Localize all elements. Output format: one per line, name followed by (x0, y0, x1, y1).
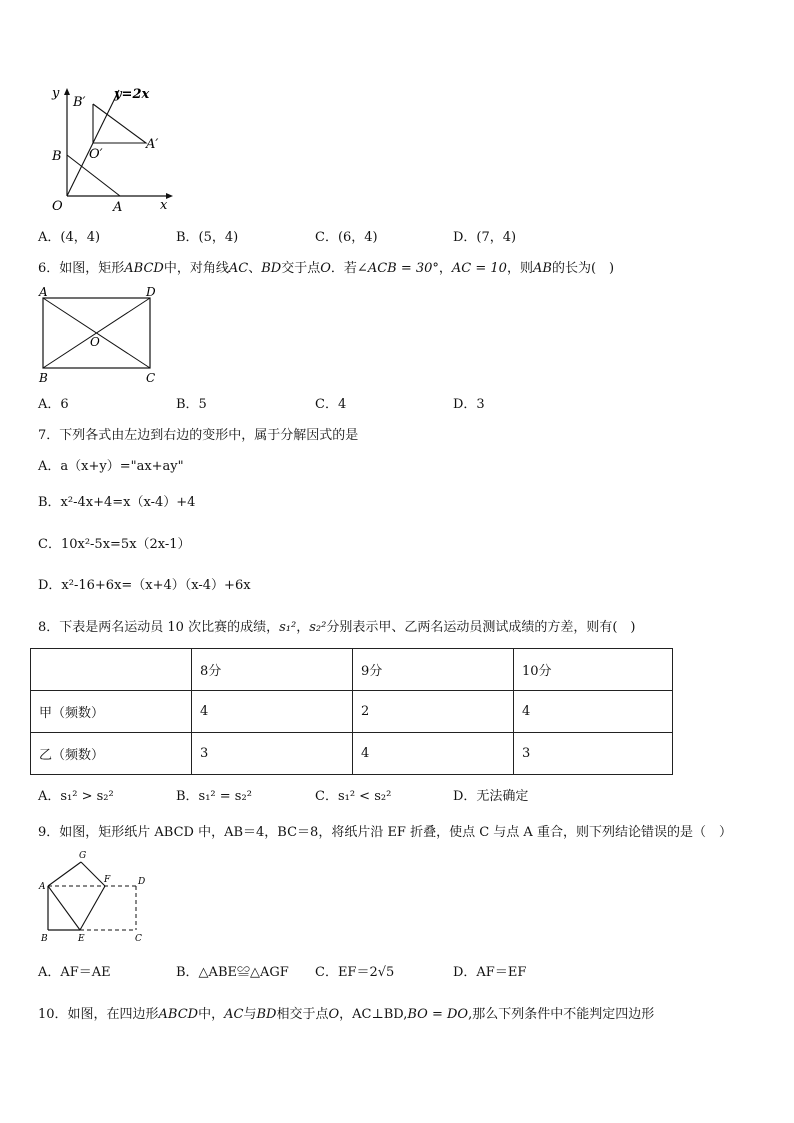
q10-bd: BD (256, 1007, 277, 1022)
q8-stem-b: ， (296, 620, 310, 635)
table-header-cell: 10分 (514, 649, 673, 691)
table-cell: 甲（频数） (31, 691, 192, 733)
q10-suffix: ,那么下列条件中不能判定四边形 (468, 1007, 655, 1022)
q6-d-label: D (146, 285, 156, 299)
q7-option-b: B．x²-4x+4=x（x-4）+4 (38, 495, 196, 510)
q5-a-label: A (113, 200, 123, 215)
q5-line-label: y=2x (114, 87, 150, 102)
q5-option-b: B．(5，4) (176, 230, 239, 245)
q8-stem-c: 分别表示甲、乙两名运动员测试成绩的方差，则有( ) (326, 620, 636, 635)
q5-option-a: A．(4，4) (38, 230, 101, 245)
q6-stem (38, 260, 614, 278)
table-cell: 乙（频数） (31, 733, 192, 775)
table-row (31, 733, 673, 775)
q10-mid3: 相交于点 (276, 1007, 329, 1022)
q6-ab: AB (532, 261, 552, 276)
q8-stem (38, 619, 635, 637)
q9-option-a: A．AF＝AE (38, 965, 111, 980)
q6-b-label: B (39, 371, 48, 385)
q10-prefix: 10．如图，在四边形 (38, 1007, 159, 1022)
q8-s2: s₂² (309, 620, 327, 635)
q5-b-label: B (52, 149, 62, 164)
table-header-cell: 9分 (353, 649, 514, 691)
q9-stem: 9．如图，矩形纸片 ABCD 中，AB＝4，BC＝8，将纸片沿 EF 折叠，使点 C 与点 A 重合，则下列结论错误的是（ ） (38, 825, 732, 840)
q9-b-label: B (41, 934, 48, 944)
q7-option-d: D．x²-16+6x=（x+4）（x-4）+6x (38, 578, 251, 593)
q6-bd: BD (261, 261, 282, 276)
q6-c-label: C (146, 371, 156, 385)
q10-mid2: 与 (243, 1007, 257, 1022)
q10-cond1: AC⊥BD, (352, 1007, 408, 1022)
q9-c-label: C (135, 934, 142, 944)
q6-prefix: 如图，矩形 (59, 261, 125, 276)
q5-o-prime-label: O′ (89, 147, 103, 162)
q6-option-b: B．5 (176, 397, 207, 412)
q8-score-table (30, 648, 673, 775)
q6-mid1: 中，对角线 (163, 261, 229, 276)
table-cell: 4 (192, 691, 353, 733)
q6-mid2: 交于点 (281, 261, 321, 276)
table-cell: 4 (353, 733, 514, 775)
q5-b-prime-label: B′ (73, 95, 86, 110)
table-header-row (31, 649, 673, 691)
table-cell: 4 (514, 691, 673, 733)
q6-figure (36, 284, 166, 386)
q6-ac: AC (228, 261, 249, 276)
q6-ac-length: AC = 10 (451, 261, 507, 276)
q6-number: 6． (38, 261, 60, 276)
q5-option-d: D．(7，4) (453, 230, 517, 245)
q10-cond2: BO = DO (407, 1007, 469, 1022)
q9-e-label: E (78, 934, 85, 944)
table-row (31, 691, 673, 733)
q6-option-d: D．3 (453, 397, 485, 412)
table-cell: 3 (514, 733, 673, 775)
q8-s1: s₁² (279, 620, 297, 635)
q8-stem-a: 8．下表是两名运动员 10 次比赛的成绩， (38, 620, 280, 635)
q6-rect: ABCD (124, 261, 164, 276)
q6-angle: ∠ACB = 30° (356, 261, 439, 276)
q5-figure (36, 80, 176, 215)
q9-d-label: D (138, 877, 146, 887)
q10-mid1: 中， (198, 1007, 225, 1022)
q6-o-label: O (90, 335, 100, 349)
table-cell (31, 649, 192, 691)
q8-option-b: B．s₁² = s₂² (176, 789, 252, 804)
q6-sep: 、 (248, 261, 262, 276)
q9-option-c: C．EF＝2√5 (315, 965, 395, 980)
q10-mid4: ， (339, 1007, 353, 1022)
q6-option-c: C．4 (315, 397, 347, 412)
table-cell: 2 (353, 691, 514, 733)
q9-figure (36, 848, 156, 946)
q7-stem: 7．下列各式由左边到右边的变形中，属于分解因式的是 (38, 428, 359, 443)
q5-y-axis-label: y (52, 86, 60, 101)
q8-option-a: A．s₁² > s₂² (38, 789, 114, 804)
q9-option-b: B．△ABE≌△AGF (176, 965, 289, 980)
q5-x-axis-label: x (160, 198, 168, 213)
q8-option-d: D．无法确定 (453, 789, 529, 804)
q9-f-label: F (104, 875, 111, 885)
q6-suffix: 的长为( ) (551, 261, 615, 276)
q9-g-label: G (79, 851, 87, 861)
q6-option-a: A．6 (38, 397, 69, 412)
q10-stem (38, 1006, 654, 1024)
q6-mid3: ．若 (330, 261, 357, 276)
q5-option-c: C．(6，4) (315, 230, 378, 245)
table-header-cell: 8分 (192, 649, 353, 691)
q10-rect: ABCD (158, 1007, 199, 1022)
q7-option-c: C．10x²-5x=5x（2x-1） (38, 537, 191, 552)
q5-o-label: O (52, 199, 63, 214)
q10-o: O (328, 1007, 340, 1022)
q6-a-label: A (39, 285, 48, 299)
q10-ac: AC (224, 1007, 244, 1022)
q9-option-d: D．AF＝EF (453, 965, 527, 980)
q6-comma: ， (438, 261, 452, 276)
q9-a-label: A (39, 882, 46, 892)
table-cell: 3 (192, 733, 353, 775)
q6-mid4: ，则 (506, 261, 533, 276)
q6-o: O (320, 261, 331, 276)
q7-option-a: A．a（x+y）="ax+ay" (38, 459, 184, 474)
q8-option-c: C．s₁² < s₂² (315, 789, 392, 804)
q5-a-prime-label: A′ (146, 137, 159, 152)
